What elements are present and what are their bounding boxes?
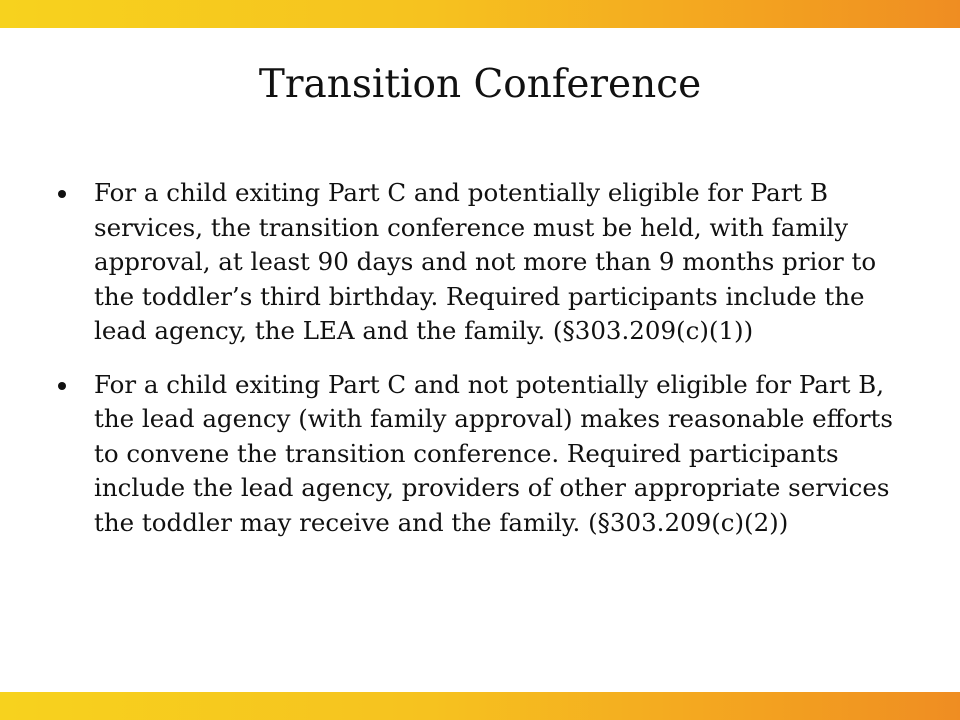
bullet-item — [58, 368, 918, 541]
slide-title: Transition Conference — [258, 62, 702, 107]
bullet-dot-icon — [58, 382, 66, 390]
bullet-text: For a child exiting Part C and potentially eligible for Part B services, the transition conference must be held, with family approval, at least 90 days and not more than 9 months prior to the toddler’s third birthday. Required participants include the lead agency, the LEA and the family. (§303.209(c)(1)) — [94, 178, 877, 345]
bullet-item — [58, 176, 918, 349]
top-accent-bar — [0, 0, 960, 28]
bullet-text: For a child exiting Part C and not potentially eligible for Part B, the lead agency (with family approval) makes reasonable efforts to convene the transition conference. Required participants include the lead agency, providers of other appropriate services the toddler may receive and the family. (§303.209(c)(2)) — [94, 369, 893, 537]
bottom-accent-bar — [0, 692, 960, 720]
bullet-list — [58, 176, 918, 559]
bullet-dot-icon — [58, 190, 66, 198]
